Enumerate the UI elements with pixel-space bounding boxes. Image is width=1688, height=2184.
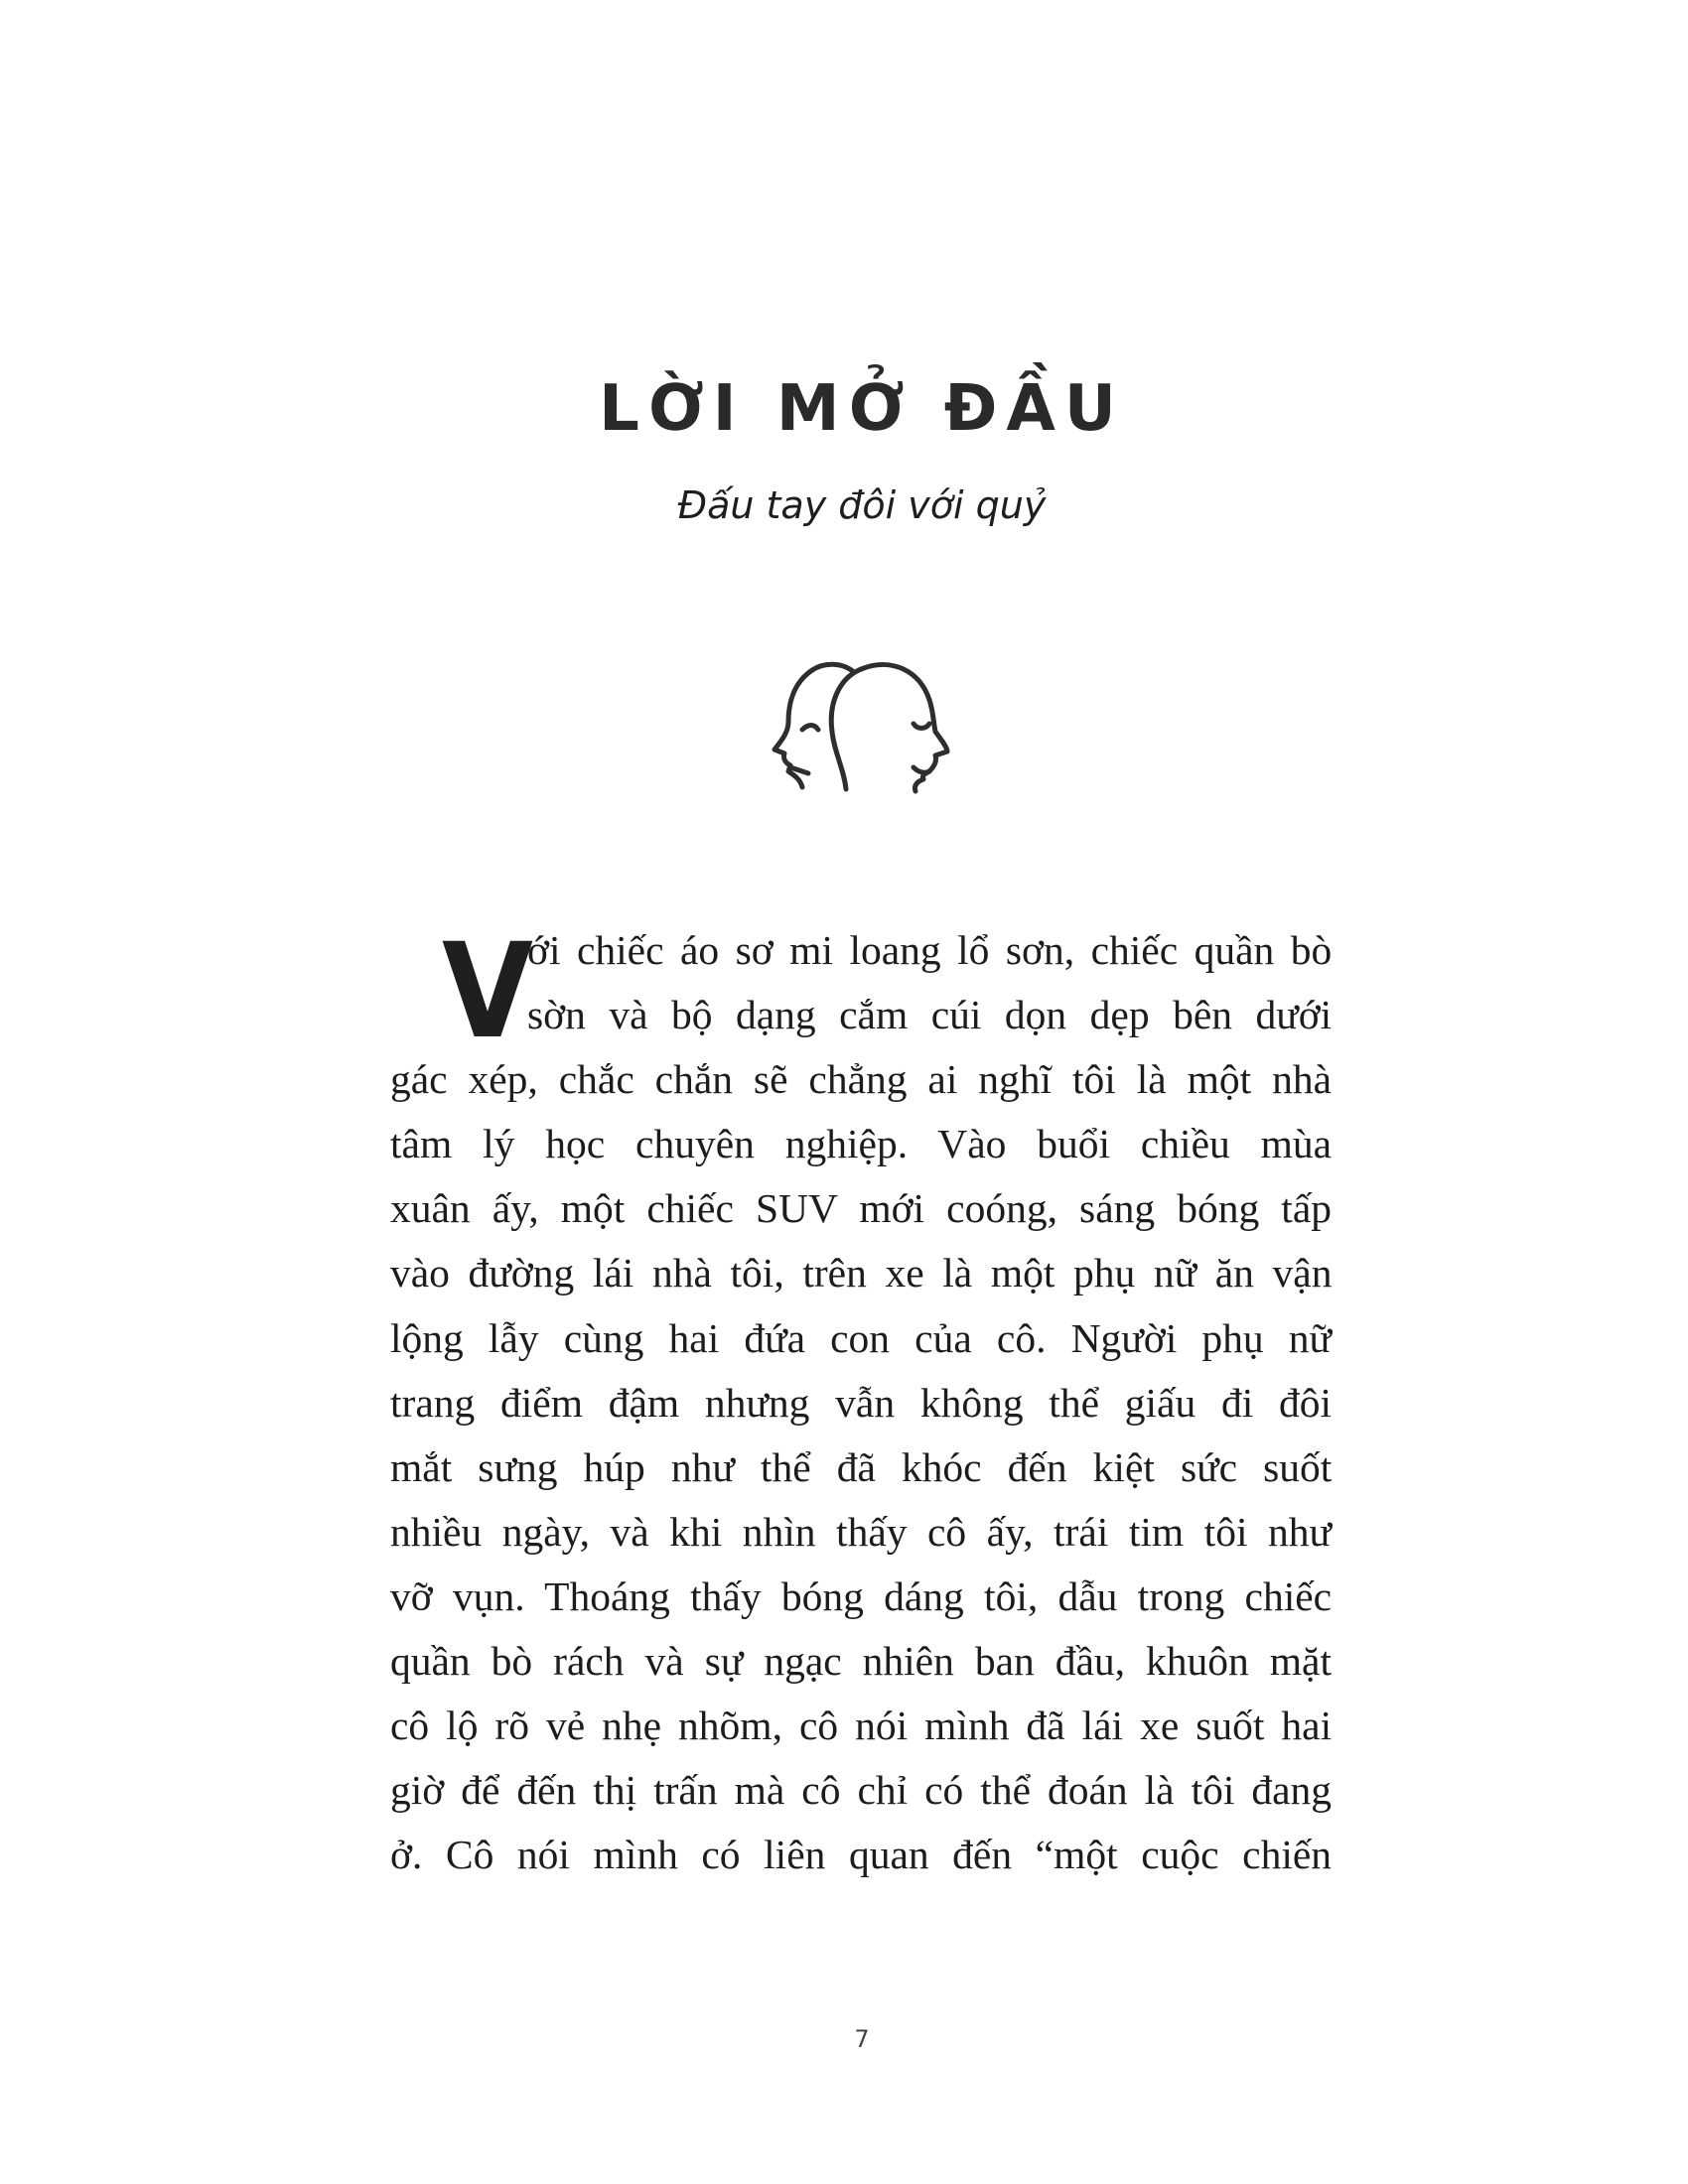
body-line: vào đường lái nhà tôi, trên xe là một phụ nữ ăn vận (390, 1250, 1333, 1297)
page-number: 7 (854, 2025, 870, 2053)
body-line: xuân ấy, một chiếc SUV mới coóng, sáng bóng tấp (390, 1185, 1332, 1232)
drop-cap: V (442, 915, 533, 1068)
body-line: tâm lý học chuyên nghiệp. Vào buổi chiều mùa (390, 1121, 1333, 1167)
body-line: vỡ vụn. Thoáng thấy bóng dáng tôi, dẫu trong chiếc (390, 1572, 1333, 1619)
body-line: giờ để đến thị trấn mà cô chỉ có thể đoán là tôi đang (390, 1767, 1333, 1814)
body-line: lộng lẫy cùng hai đứa con của cô. Người phụ nữ (390, 1314, 1332, 1361)
chapter-title: LỜI MỞ ĐẦU (599, 372, 1125, 446)
body-line: mắt sưng húp như thể đã khóc đến kiệt sức suốt (390, 1443, 1333, 1490)
body-line: trang điểm đậm nhưng vẫn không thể giấu đi đôi (390, 1379, 1332, 1426)
body-paragraph (390, 915, 1333, 1887)
body-line: ở. Cô nói mình có liên quan đến “một cuộc chiến (390, 1832, 1333, 1878)
chapter-subtitle: Đấu tay đôi với quỷ (677, 483, 1047, 527)
body-line: quần bò rách và sự ngạc nhiên ban đầu, khuôn mặt (390, 1638, 1332, 1685)
body-line: sờn và bộ dạng cắm cúi dọn dẹp bên dưới (527, 992, 1333, 1038)
body-line: cô lộ rõ vẻ nhẹ nhõm, cô nói mình đã lái xe suốt hai (390, 1703, 1333, 1749)
body-line: ới chiếc áo sơ mi loang lổ sơn, chiếc quần bò (527, 927, 1333, 973)
two-heads-icon (755, 640, 963, 794)
body-line: nhiều ngày, và khi nhìn thấy cô ấy, trái tim tôi như (390, 1508, 1332, 1555)
body-line: gác xép, chắc chắn sẽ chẳng ai nghĩ tôi là một nhà (390, 1056, 1332, 1103)
